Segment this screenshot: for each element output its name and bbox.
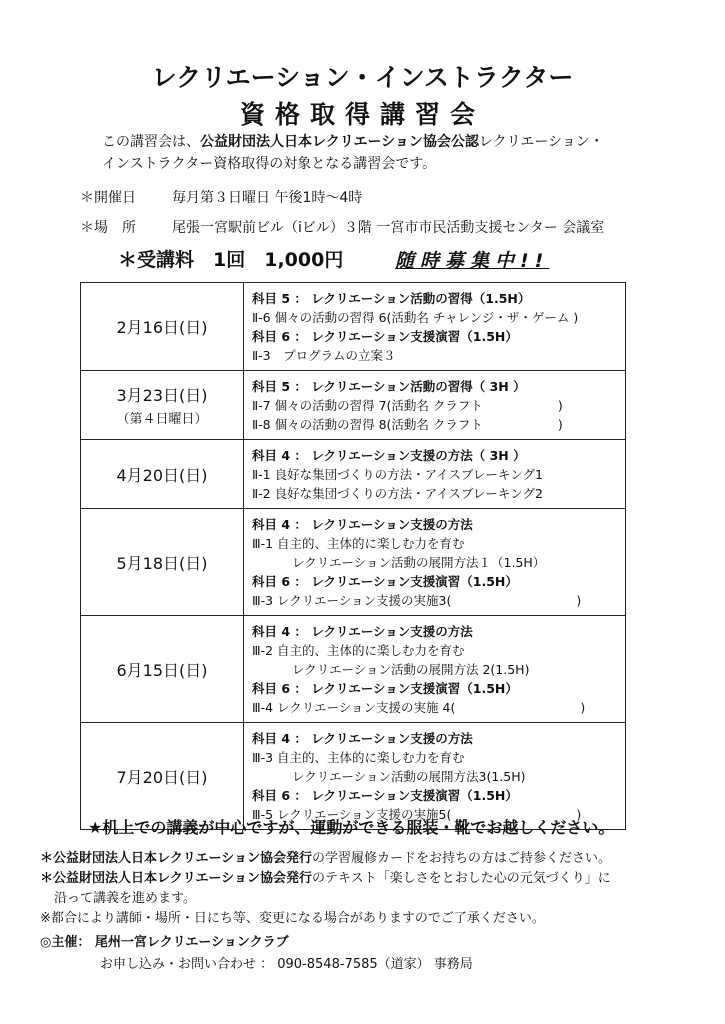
course-subject: 科目 6 ： レクリエーション支援演習（1.5H） <box>252 574 518 589</box>
schedule-row <box>81 283 626 371</box>
schedule-body <box>81 283 626 830</box>
course-subject: 科目 5 ： レクリエーション活動の習得（1.5H） <box>252 291 531 306</box>
schedule-date: 2月16日(日) <box>116 318 208 337</box>
schedule-content-cell <box>244 283 626 371</box>
course-subject: 科目 6 ： レクリエーション支援演習（1.5H） <box>252 681 518 696</box>
intro-text <box>102 131 604 175</box>
organizer-block <box>40 932 473 976</box>
schedule-date-cell <box>81 371 244 440</box>
intro-line1-bold: 公益財団法人日本レクリエーション協会公認 <box>200 134 479 150</box>
recruiting-text: 随時募集中!! <box>395 250 550 272</box>
course-topic: Ⅱ-2 良好な集団づくりの方法・アイスブレーキング2 <box>252 486 543 501</box>
schedule-date: 6月15日(日) <box>116 660 208 680</box>
schedule-content-cell <box>244 616 626 723</box>
recruiting-banner <box>395 246 549 273</box>
fee-text: ＊受講料 1回 1,000円 <box>118 249 344 271</box>
course-subject: 科目 4 ： レクリエーション支援の方法 <box>252 517 473 532</box>
schedule-row <box>81 723 626 830</box>
schedule-date: 4月20日(日) <box>116 465 208 485</box>
course-topic: Ⅲ-1 自主的、主体的に楽しむ力を育む <box>252 536 465 551</box>
note1-rest: の学習履修カードをお持ちの方はご持参ください。 <box>311 851 611 866</box>
schedule-table <box>80 282 626 830</box>
page-subtitle: 資格取得講習会 <box>239 100 485 129</box>
course-topic: Ⅱ-8 個々の活動の習得 8(活動名 クラフト ) <box>252 417 563 432</box>
page-title: レクリエーション・インストラクター <box>151 63 574 92</box>
course-topic: Ⅲ-3 レクリエーション支援の実施3( ) <box>252 593 582 608</box>
note3: ※都合により講師・場所・日にち等、変更になる場合がありますのでご了承ください。 <box>40 911 545 926</box>
attire-note: ★机上での講義が中心ですが、運動ができる服装・靴でお越しください。 <box>88 818 615 837</box>
course-topic: Ⅲ-3 自主的、主体的に楽しむ力を育む <box>252 750 465 765</box>
course-subject: 科目 6 ： レクリエーション支援演習（1.5H） <box>252 788 518 803</box>
schedule-date-note: （第４日曜日） <box>116 412 208 427</box>
course-subject: 科目 4 ： レクリエーション支援の方法 <box>252 731 473 746</box>
schedule-content-cell <box>244 509 626 616</box>
intro-line1-pre: この講習会は、 <box>102 134 200 150</box>
event-date-label: ＊開催日 <box>80 190 136 206</box>
schedule-date: 7月20日(日) <box>116 767 208 787</box>
course-topic: レクリエーション活動の展開方法１（1.5H） <box>292 555 546 570</box>
intro-line1-post: レクリエーション・ <box>478 134 604 150</box>
event-date-row <box>80 187 362 207</box>
organizer-text: ◎主催： 尾州一宮レクリエーションクラブ <box>40 935 289 950</box>
contact-text: お申し込み・お問い合わせ ： 090-8548-7585（道家） 事務局 <box>100 957 473 972</box>
schedule-date: 3月23日(日) <box>116 386 208 405</box>
course-topic: Ⅱ-3 プログラムの立案３ <box>252 348 396 363</box>
course-topic: Ⅱ-1 良好な集団づくりの方法・アイスブレーキング1 <box>252 467 543 482</box>
course-subject: 科目 6 ： レクリエーション支援演習（1.5H） <box>252 329 518 344</box>
note2-rest: のテキスト「楽しさをとおした心の元気づくり」に <box>311 871 611 886</box>
schedule-content-cell <box>244 723 626 830</box>
schedule-content-cell <box>244 371 626 440</box>
course-subject: 科目 5 ： レクリエーション活動の習得（ 3H ） <box>252 379 526 394</box>
schedule-row <box>81 509 626 616</box>
schedule-row <box>81 616 626 723</box>
event-date-value: 毎月第３日曜日 午後1時～4時 <box>172 190 363 206</box>
course-topic: Ⅲ-2 自主的、主体的に楽しむ力を育む <box>252 643 465 658</box>
course-topic: Ⅲ-5 レクリエーション支援の実施5( ) <box>252 807 582 822</box>
schedule-row <box>81 371 626 440</box>
schedule-date-cell <box>81 509 244 616</box>
course-subject: 科目 4 ： レクリエーション支援の方法 <box>252 624 473 639</box>
note2-continued: 沿って講義を進めます。 <box>54 891 196 906</box>
event-place-row <box>80 217 604 237</box>
event-place-value: 尾張一宮駅前ビル（iビル）３階 一宮市市民活動支援センター 会議室 <box>172 220 605 236</box>
intro-line2: インストラクター資格取得の対象となる講習会です。 <box>102 156 437 172</box>
schedule-date-cell <box>81 440 244 509</box>
note2-bold: ＊公益財団法人日本レクリエーション協会発行 <box>40 871 312 886</box>
course-topic: レクリエーション活動の展開方法 2(1.5H) <box>292 662 530 677</box>
course-topic: レクリエーション活動の展開方法3(1.5H) <box>292 769 526 784</box>
schedule-row <box>81 440 626 509</box>
event-place-label: ＊場 所 <box>80 220 136 236</box>
schedule-date-cell <box>81 283 244 371</box>
schedule-content-cell <box>244 440 626 509</box>
schedule-date-cell <box>81 616 244 723</box>
schedule-date-cell <box>81 723 244 830</box>
course-subject: 科目 4 ： レクリエーション支援の方法（ 3H ） <box>252 448 526 463</box>
schedule-date: 5月18日(日) <box>116 553 208 573</box>
course-topic: Ⅱ-7 個々の活動の習得 7(活動名 クラフト ) <box>252 398 563 413</box>
course-topic: Ⅲ-4 レクリエーション支援の実施 4( ) <box>252 700 586 715</box>
course-topic: Ⅱ-6 個々の活動の習得 6(活動名 チャレンジ・ザ・ゲーム ) <box>252 310 579 325</box>
notes-block <box>40 849 611 929</box>
note1-bold: ＊公益財団法人日本レクリエーション協会発行 <box>40 851 312 866</box>
